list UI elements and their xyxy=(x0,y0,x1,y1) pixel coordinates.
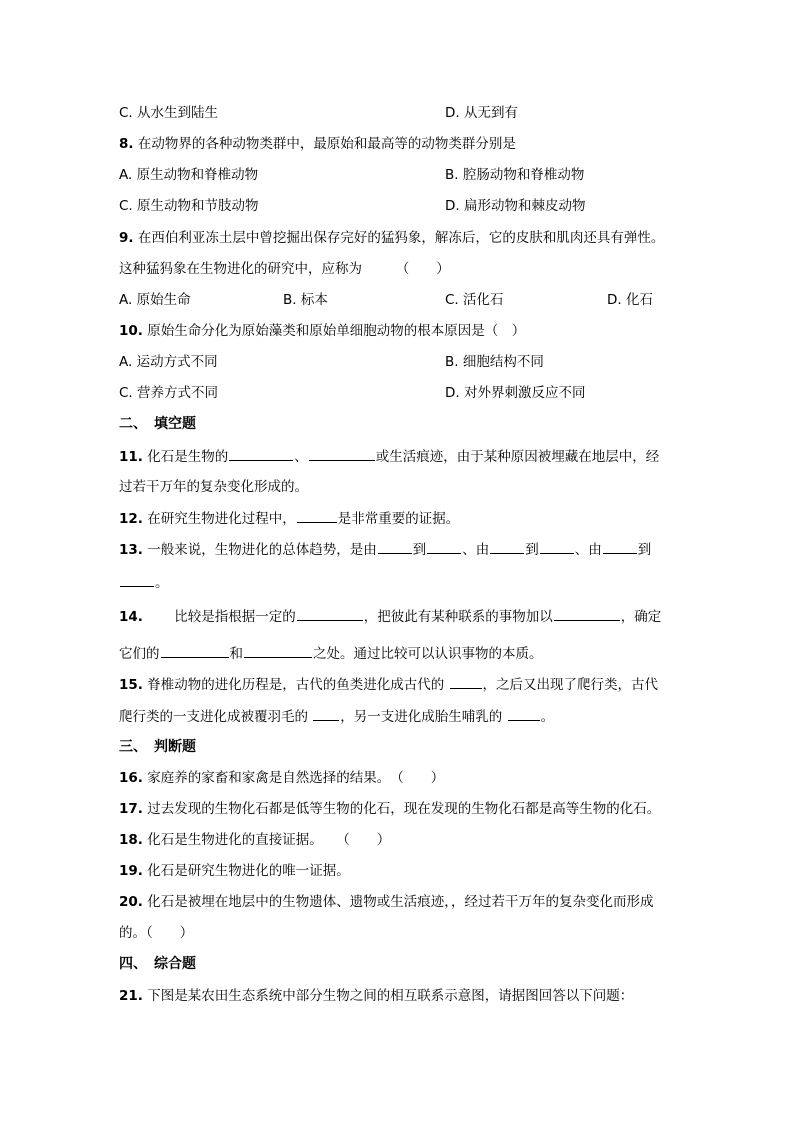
q15-blank-3[interactable] xyxy=(508,706,540,721)
q8-option-c: C. 原生动物和节肢动物 xyxy=(119,198,259,214)
q9-option-d: D. 化石 xyxy=(607,292,653,308)
q14-stem-line2 xyxy=(119,643,543,664)
q19-text: 化石是研究生物进化的唯一证据。 xyxy=(147,863,350,879)
q13-blank-1[interactable] xyxy=(378,539,412,554)
q16-text: 家庭养的家畜和家禽是自然选择的结果。 （ ） xyxy=(147,770,445,786)
q20-stem-line2: 的。（ ） xyxy=(119,925,194,941)
q15-text-2: ，之后又出现了爬行类，古代 xyxy=(482,677,659,693)
q15-stem-line1 xyxy=(119,674,658,695)
q14-text-4: 它们的 xyxy=(119,646,160,662)
q11-blank-1[interactable] xyxy=(229,446,293,461)
q13-from-3: 、由 xyxy=(574,542,602,558)
q9-stem-line2: 这种猛犸象在生物进化的研究中，应称为 （ ） xyxy=(119,261,450,277)
q14-text-6: 之处。通过比较可以认识事物的本质。 xyxy=(313,646,543,662)
q11-text-2: 、 xyxy=(294,449,308,465)
q9-option-b: B. 标本 xyxy=(283,292,328,308)
q14-text-2: ，把彼此有某种联系的事物加以 xyxy=(363,609,553,625)
q21-text: 下图是某农田生态系统中部分生物之间的相互联系示意图，请据图回答以下问题： xyxy=(147,988,634,1004)
q12-text-1: 在研究生物进化过程中， xyxy=(147,511,296,527)
q15-stem-line2 xyxy=(119,706,554,727)
q15-blank-1[interactable] xyxy=(450,674,482,689)
q10-option-c: C. 营养方式不同 xyxy=(119,385,219,401)
q10-option-d: D. 对外界刺激反应不同 xyxy=(445,385,586,401)
q9-number: 9. xyxy=(119,230,134,246)
q11-stem-line2: 过若干万年的复杂变化形成的。 xyxy=(119,479,308,495)
q9-option-c: C. 活化石 xyxy=(445,292,504,308)
q8-text: 在动物界的各种动物类群中，最原始和最高等的动物类群分别是 xyxy=(137,136,516,152)
q14-text-5: 和 xyxy=(229,646,243,662)
section-fill-in-title: 二、 填空题 xyxy=(119,416,196,432)
q21-number: 21. xyxy=(119,988,143,1004)
q13-number: 13. xyxy=(119,542,143,558)
q13-stem-line2 xyxy=(119,572,169,593)
q8-option-b: B. 腔肠动物和脊椎动物 xyxy=(445,167,585,183)
q21-stem xyxy=(119,986,633,1006)
section-true-false-title: 三、 判断题 xyxy=(119,739,196,755)
q10-option-b: B. 细胞结构不同 xyxy=(445,354,544,370)
q13-stem-line1 xyxy=(119,539,651,560)
q13-blank-6[interactable] xyxy=(120,572,154,587)
q8-stem xyxy=(119,134,516,154)
q16-stem xyxy=(119,768,444,788)
q14-stem-line1 xyxy=(119,606,661,627)
q11-stem-line1 xyxy=(119,446,659,467)
q20-stem-line1 xyxy=(119,892,653,912)
q14-blank-1[interactable] xyxy=(297,606,363,621)
q12-stem xyxy=(119,508,459,529)
q14-blank-3[interactable] xyxy=(161,643,229,658)
q13-from-2: 、由 xyxy=(462,542,490,558)
q8-option-a: A. 原生动物和脊椎动物 xyxy=(119,167,259,183)
q19-stem xyxy=(119,861,350,881)
q12-blank[interactable] xyxy=(297,508,337,523)
q13-blank-5[interactable] xyxy=(603,539,637,554)
q14-blank-2[interactable] xyxy=(554,606,620,621)
q15-text-5: 。 xyxy=(540,709,555,725)
q13-blank-4[interactable] xyxy=(540,539,574,554)
q14-number: 14. xyxy=(119,609,143,625)
q9-option-a: A. 原始生命 xyxy=(119,292,191,308)
q11-number: 11. xyxy=(119,449,143,465)
q17-text: 过去发现的生物化石都是低等生物的化石，现在发现的生物化石都是高等生物的化石。 xyxy=(147,801,661,817)
q13-blank-2[interactable] xyxy=(427,539,461,554)
q15-text-3: 爬行类的一支进化成被覆羽毛的 xyxy=(119,709,313,725)
q7-option-c: C. 从水生到陆生 xyxy=(119,105,219,121)
q15-blank-2[interactable] xyxy=(313,706,339,721)
q13-text-1: 一般来说，生物进化的总体趋势，是由 xyxy=(147,542,377,558)
q13-to-2: 到 xyxy=(525,542,539,558)
q19-number: 19. xyxy=(119,863,143,879)
q18-text: 化石是生物进化的直接证据。 （ ） xyxy=(147,832,391,848)
q13-to-3: 到 xyxy=(637,542,652,558)
q15-text-1: 脊椎动物的进化历程是，古代的鱼类进化成古代的 xyxy=(147,677,449,693)
q15-text-4: ，另一支进化成胎生哺乳的 xyxy=(340,709,507,725)
q15-number: 15. xyxy=(119,677,143,693)
q13-blank-3[interactable] xyxy=(490,539,524,554)
q11-text-3: 或生活痕迹，由于某种原因被埋藏在地层中，经 xyxy=(375,449,660,465)
q8-option-d: D. 扁形动物和棘皮动物 xyxy=(445,198,586,214)
q12-number: 12. xyxy=(119,511,143,527)
q14-blank-4[interactable] xyxy=(244,643,312,658)
q18-stem xyxy=(119,830,390,850)
q7-option-d: D. 从无到有 xyxy=(445,105,518,121)
q11-blank-2[interactable] xyxy=(309,446,375,461)
q17-number: 17. xyxy=(119,801,143,817)
q8-number: 8. xyxy=(119,136,134,152)
q10-option-a: A. 运动方式不同 xyxy=(119,354,218,370)
q12-text-2: 是非常重要的证据。 xyxy=(337,511,460,527)
q20-text-1: 化石是被埋在地层中的生物遗体、遗物或生活痕迹，，经过若干万年的复杂变化而形成 xyxy=(147,894,654,910)
q11-text-1: 化石是生物的 xyxy=(147,449,229,465)
q14-text-3: ，确定 xyxy=(620,609,662,625)
q14-text-1: 比较是指根据一定的 xyxy=(147,609,296,625)
q9-text-1: 在西伯利亚冻土层中曾挖掘出保存完好的猛犸象，解冻后，它的皮肤和肌肉还具有弹性。 xyxy=(137,230,665,246)
section-comprehensive-title: 四、 综合题 xyxy=(119,956,196,972)
q13-end: 。 xyxy=(155,575,169,591)
q16-number: 16. xyxy=(119,770,143,786)
q9-stem-line1 xyxy=(119,228,664,248)
q10-text: 原始生命分化为原始藻类和原始单细胞动物的根本原因是（ ） xyxy=(147,323,526,339)
q10-stem xyxy=(119,321,525,341)
q18-number: 18. xyxy=(119,832,143,848)
q10-number: 10. xyxy=(119,323,143,339)
q17-stem xyxy=(119,799,660,819)
q13-to-1: 到 xyxy=(412,542,427,558)
q20-number: 20. xyxy=(119,894,143,910)
